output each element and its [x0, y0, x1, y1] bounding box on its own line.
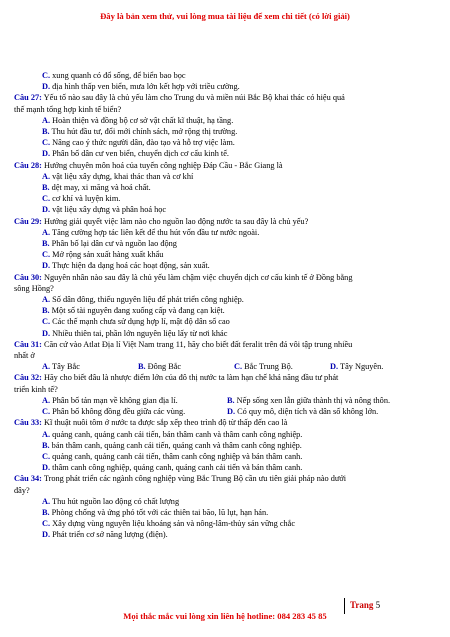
option-letter: C. [42, 138, 51, 148]
answer-option [330, 361, 426, 372]
option-letter: C. [42, 250, 51, 260]
option-text: Đông Bắc [145, 362, 182, 372]
question-text: Hãy cho biết đâu là nhược điểm lớn của đô thị nước ta làm hạn chế khả năng đầu tư phát [41, 373, 339, 383]
option-letter: D. [227, 407, 236, 417]
option-letter: A. [42, 171, 51, 181]
option-text: dệt may, xi măng và hoá chất. [49, 183, 151, 193]
question-text: Kĩ thuật nuôi tôm ở nước ta được sắp xếp theo trình độ từ thấp đến cao là [41, 418, 288, 428]
question-number: Câu 33: [14, 418, 42, 428]
option-letter: A. [42, 295, 51, 305]
option-letter: C. [42, 71, 51, 80]
option-text: thâm canh công nghiệp, quảng canh, quảng canh cải tiến và bán thâm canh. [50, 463, 303, 473]
option-text: Một số tài nguyên đang xuống cấp và đang cạn kiệt. [49, 306, 225, 316]
option-text: Nhiều thiên tai, phần lớn nguyên liệu lấy từ nơi khác [50, 328, 228, 338]
answer-option [14, 429, 434, 440]
page-label-text: Trang [350, 600, 374, 610]
question-number: Câu 29: [14, 216, 42, 226]
option-text: quảng canh, quảng canh cải tiến, thâm canh công nghiệp và bán thâm canh. [50, 451, 303, 461]
answer-option [14, 507, 434, 518]
question-text: đây? [14, 485, 30, 495]
question-stem [14, 216, 434, 227]
option-letter: C. [42, 194, 51, 204]
answer-option [14, 81, 434, 92]
option-letter: D. [330, 362, 339, 372]
option-letter: D. [42, 82, 51, 92]
option-text: vật liệu xây dựng, khai thác than và cơ khí [50, 171, 194, 181]
option-text: Xây dựng vùng nguyên liệu khoáng sản và nông-lâm-thủy sản vững chắc [50, 519, 296, 529]
option-text: Có quy mô, diện tích và dân số không lớn. [235, 407, 379, 417]
answer-option [14, 238, 434, 249]
option-text: bán thâm canh, quảng canh cải tiến, quảng canh và thâm canh công nghiệp. [49, 440, 302, 450]
answer-option [14, 137, 434, 148]
option-text: Thực hiện đa dạng hoá các hoạt động, sản xuất. [50, 261, 210, 271]
option-text: vật liệu xây dựng và phân hoá học [50, 205, 167, 215]
option-text: Nếp sống xen lẫn giữa thành thị và nông thôn. [234, 395, 391, 405]
question-text: triển kinh tế? [14, 384, 58, 394]
option-letter: C. [42, 451, 51, 461]
answer-option [14, 440, 434, 451]
option-letter: B. [42, 183, 50, 193]
answer-option [42, 395, 227, 406]
question-text: Yếu tố nào sau đây là chủ yếu làm cho Trung du và miền núi Bắc Bộ khai thác có hiệu quả [41, 93, 345, 103]
answer-option [14, 294, 434, 305]
question-stem-continued [14, 104, 434, 115]
option-text: xung quanh có đổ sống, để biển bao bọc [50, 71, 186, 80]
answer-option [14, 316, 434, 327]
answer-options-row [14, 406, 434, 417]
question-content [14, 70, 434, 541]
option-text: Hoàn thiện và đồng bộ cơ sở vật chất kĩ thuật, hạ tầng. [50, 115, 234, 125]
option-letter: C. [42, 317, 51, 327]
question-stem-continued [14, 350, 434, 361]
page-number-value: 5 [375, 600, 381, 610]
question-stem [14, 272, 434, 283]
option-text: Tây Nguyên. [338, 362, 384, 372]
question-number: Câu 32: [14, 373, 42, 383]
question-text: nhất ở [14, 351, 35, 361]
option-letter: D. [42, 149, 51, 159]
option-letter: B. [42, 127, 50, 137]
option-text: Tây Bắc [50, 362, 80, 372]
answer-option [227, 395, 412, 406]
option-text: Bắc Trung Bộ. [242, 362, 293, 372]
option-text: Phân bố không đồng đều giữa các vùng. [50, 407, 186, 417]
option-letter: C. [234, 362, 243, 372]
answer-option [42, 406, 227, 417]
answer-option [14, 451, 434, 462]
option-text: Phân bố dân cư ven biển, chuyển dịch cơ cấu kinh tế. [50, 149, 229, 159]
answer-option [14, 70, 434, 81]
question-stem [14, 339, 434, 350]
option-text: Nâng cao ý thức người dân, đào tạo và hỗ trợ việc làm. [50, 138, 235, 148]
option-letter: D. [42, 530, 51, 540]
answer-option [14, 193, 434, 204]
option-text: Phát triển cơ sở năng lượng (điện). [50, 530, 168, 540]
page-number [350, 600, 380, 610]
option-text: Số dân đông, thiếu nguyên liệu để phát triển công nghiệp. [50, 295, 244, 305]
option-letter: D. [42, 205, 51, 215]
question-stem-continued [14, 384, 434, 395]
question-number: Câu 30: [14, 272, 42, 282]
option-letter: B. [42, 440, 50, 450]
question-number: Câu 34: [14, 474, 42, 484]
answer-option [14, 148, 434, 159]
question-text: thế mạnh tổng hợp kinh tế biển? [14, 104, 122, 114]
option-text: cơ khí và luyện kim. [50, 194, 121, 204]
option-text: Phân bố tản mạn về không gian địa lí. [50, 395, 178, 405]
option-text: địa hình thấp ven biển, mưa lớn kết hợp với triều cường. [50, 82, 240, 92]
question-text: Nguyên nhân nào sau đây là chủ yếu làm chậm việc chuyển dịch cơ cấu kinh tế ở Đồng bằng [41, 272, 353, 282]
answer-option [14, 126, 434, 137]
question-stem-continued [14, 283, 434, 294]
option-letter: A. [42, 395, 51, 405]
option-text: Phòng chống và ứng phó tốt với các thiên tai bão, lũ lụt, hạn hán. [49, 507, 269, 517]
question-text: Hướng giải quyết việc làm nào cho nguồn lao động nước ta sau đây là chủ yếu? [41, 216, 309, 226]
answer-option [14, 518, 434, 529]
answer-option [14, 462, 434, 473]
answer-option [14, 182, 434, 193]
option-letter: A. [42, 362, 51, 372]
question-stem [14, 473, 434, 484]
answer-option [42, 361, 138, 372]
option-letter: B. [42, 507, 50, 517]
question-stem [14, 372, 434, 383]
question-stem [14, 92, 434, 103]
question-text: Trong phát triển các ngành công nghiệp vùng Bắc Trung Bộ cần ưu tiên giải pháp nào dưới [41, 474, 347, 484]
option-letter: D. [42, 261, 51, 271]
question-text: Hướng chuyên môn hoá của tuyến công nghiệp Đáp Cầu - Bắc Giang là [41, 160, 283, 170]
answer-options-row [14, 395, 434, 406]
question-text: Căn cứ vào Atlat Địa lí Việt Nam trang 11, hãy cho biết đất feralit trên đá vôi tập trung nhiều [41, 339, 353, 349]
option-text: Tăng cường hợp tác liên kết để thu hút vốn đầu tư nước ngoài. [50, 227, 260, 237]
answer-option [14, 249, 434, 260]
option-letter: D. [42, 328, 51, 338]
question-stem [14, 417, 434, 428]
option-letter: B. [42, 306, 50, 316]
answer-option [14, 529, 434, 540]
answer-option [14, 496, 434, 507]
question-stem [14, 160, 434, 171]
preview-banner: Đây là bản xem thử, vui lòng mua tài liệu để xem chi tiết (có lời giải) [100, 11, 350, 21]
option-text: quảng canh, quảng canh cải tiến, bán thâm canh và thâm canh công nghiệp. [50, 429, 303, 439]
question-text: sông Hồng? [14, 283, 54, 293]
answer-option [14, 227, 434, 238]
hotline-footer: Mọi thắc mắc vui lòng xin liên hệ hotline: 084 283 45 85 [123, 611, 327, 621]
option-letter: C. [42, 519, 51, 529]
option-letter: A. [42, 496, 51, 506]
option-text: Thu hút nguồn lao động có chất lượng [50, 496, 180, 506]
option-text: Mở rộng sản xuất hàng xuất khẩu [50, 250, 164, 260]
question-stem-continued [14, 485, 434, 496]
option-text: Thu hút đầu tư, đổi mới chính sách, mở rộng thị trường. [49, 127, 238, 137]
question-number: Câu 27: [14, 93, 42, 103]
option-text: Phân bố lại dân cư và nguồn lao động [49, 239, 177, 249]
option-letter: C. [42, 407, 51, 417]
answer-option [227, 406, 412, 417]
answer-options-row [14, 361, 434, 372]
answer-option [138, 361, 234, 372]
answer-option [14, 204, 434, 215]
answer-option [14, 328, 434, 339]
answer-option [14, 171, 434, 182]
option-letter: B. [42, 239, 50, 249]
option-text: Các thế mạnh chưa sử dụng hợp lí, mật độ dân số cao [50, 317, 230, 327]
option-letter: B. [138, 362, 146, 372]
option-letter: A. [42, 115, 51, 125]
question-number: Câu 28: [14, 160, 42, 170]
option-letter: B. [227, 395, 235, 405]
option-letter: D. [42, 463, 51, 473]
answer-option [234, 361, 330, 372]
answer-option [14, 305, 434, 316]
option-letter: A. [42, 429, 51, 439]
option-letter: A. [42, 227, 51, 237]
question-number: Câu 31: [14, 339, 42, 349]
answer-option [14, 260, 434, 271]
answer-option [14, 115, 434, 126]
